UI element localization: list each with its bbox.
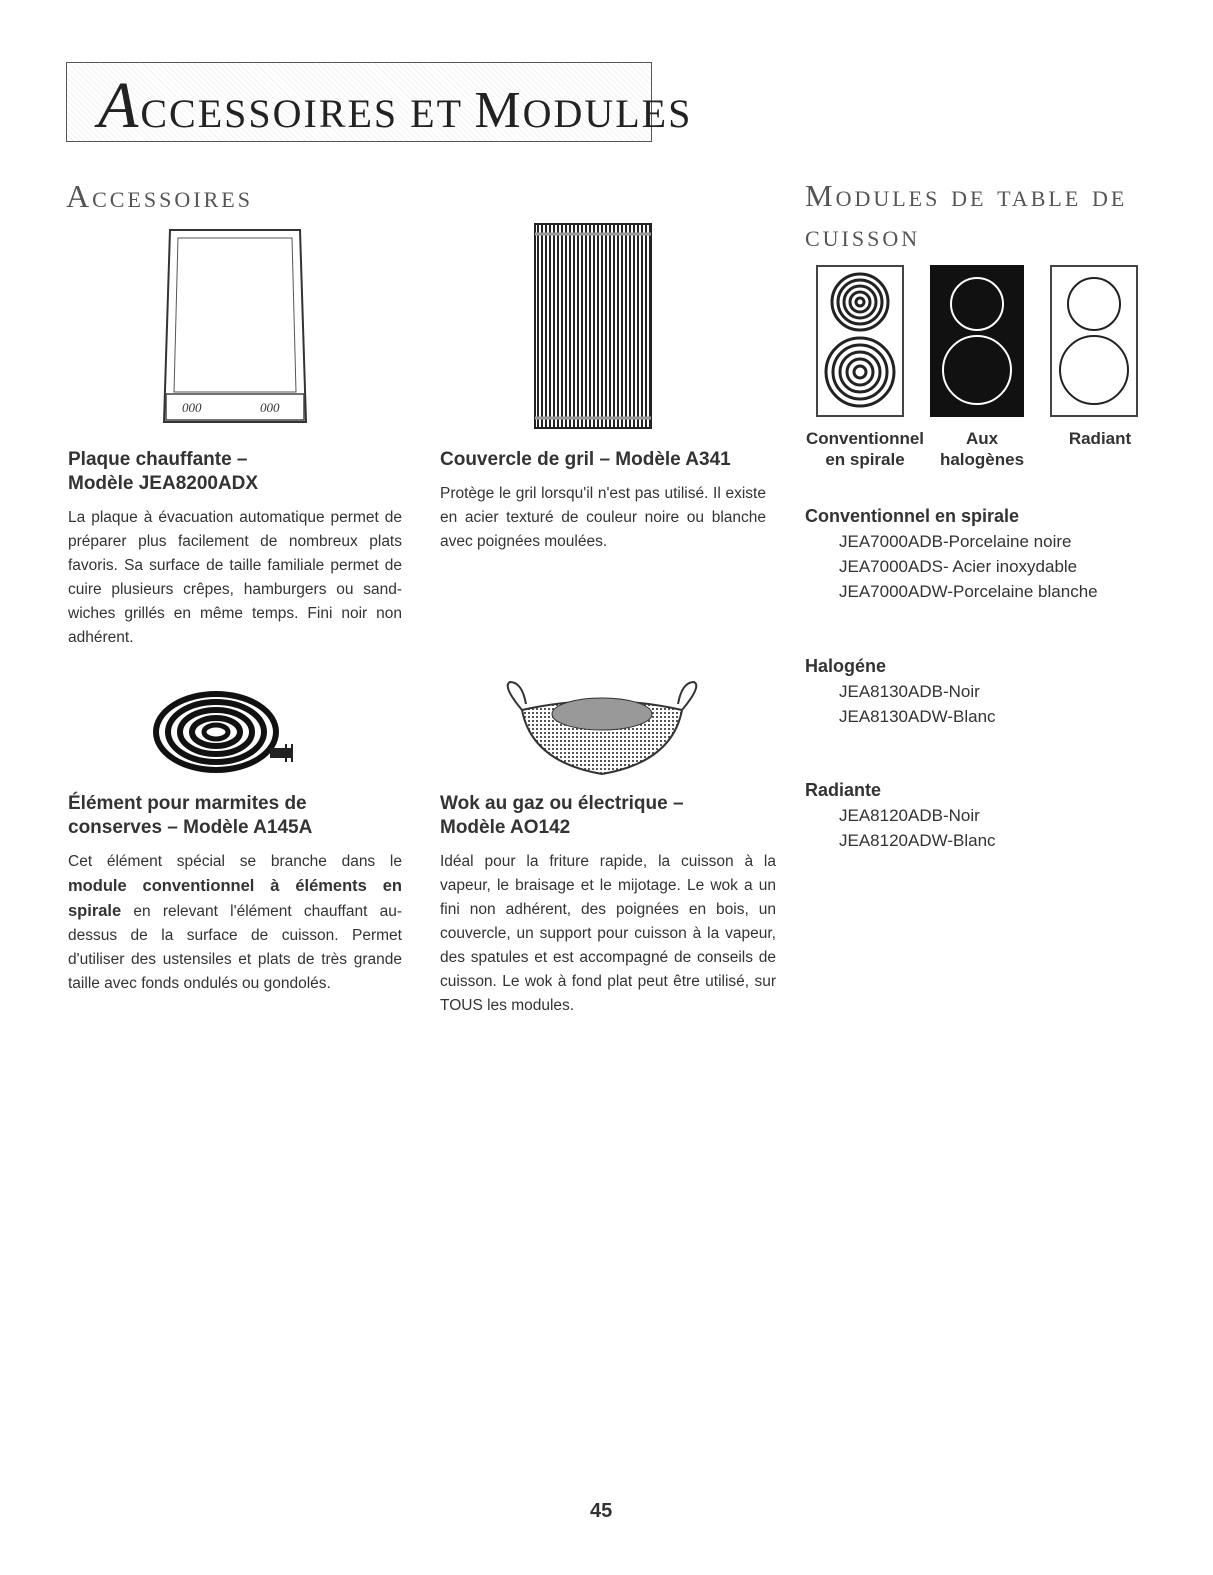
grill-cover-description: Protège le gril lorsqu'il n'est pas utilisé. Il existe en acier texturé de couleur noire ou blanche avec poignées moulées. xyxy=(440,485,766,550)
canning-element-description: Cet élément spécial se branche dans le module conventionnel à éléments en spirale en relevant l'élément chauffant au-dessus de la surface de cuisson. Permet d'utiliser des ustensiles et plats de très grande taille avec fonds ondulés ou gondolés. xyxy=(68,853,402,992)
module-group-halogen xyxy=(805,656,1165,729)
module-item: JEA8120ADW-Blanc xyxy=(839,831,996,850)
module-group-coil xyxy=(805,506,1165,604)
cooktop-caption-radiant: Radiant xyxy=(1068,429,1132,448)
grill-cover-illustration xyxy=(533,222,653,430)
module-item-list xyxy=(805,803,1165,853)
page-number: 45 xyxy=(590,1500,613,1522)
module-item: JEA7000ADW-Porcelaine blanche xyxy=(839,582,1098,601)
module-item: JEA8130ADB-Noir xyxy=(839,682,980,701)
svg-text:000: 000 xyxy=(182,400,202,415)
module-item: JEA7000ADB-Porcelaine noire xyxy=(839,532,1072,551)
cooktop-modules-illustration xyxy=(813,262,1143,422)
grill-cover-caption: Couvercle de gril – Modèle A341 xyxy=(440,449,731,470)
svg-text:000: 000 xyxy=(260,400,280,415)
griddle-illustration xyxy=(160,222,310,430)
module-item-list xyxy=(805,679,1165,729)
module-group-label: Halogéne xyxy=(805,656,887,676)
module-group-label: Conventionnel en spirale xyxy=(805,506,1020,526)
modules-heading-line2: cuisson xyxy=(805,218,921,253)
modules-heading-line1: Modules de table de xyxy=(805,178,1128,213)
module-group-radiant xyxy=(805,780,1165,853)
canning-element-illustration xyxy=(150,690,300,780)
module-item: JEA7000ADS- Acier inoxydable xyxy=(839,557,1078,576)
wok-illustration xyxy=(492,676,712,780)
accessories-heading: Accessoires xyxy=(66,178,253,214)
griddle-description: La plaque à évacuation automatique permet de préparer plus facilement de nombreux plats favoris. Sa surface de taille familiale permet de cuire plusieurs crêpes, hamburgers ou sand-wiches grillés en même temps. Fini noir non adhérent. xyxy=(68,509,402,646)
page-title: ACCESSOIRES ET MODULES xyxy=(98,69,693,142)
canning-element-caption: Élément pour marmites de conserves – Modèle A145A xyxy=(68,793,313,838)
module-group-label: Radiante xyxy=(805,780,882,800)
module-item-list xyxy=(805,529,1165,604)
module-item: JEA8120ADB-Noir xyxy=(839,806,980,825)
griddle-caption: Plaque chauffante – Modèle JEA8200ADX xyxy=(68,449,259,494)
module-item: JEA8130ADW-Blanc xyxy=(839,707,996,726)
wok-caption: Wok au gaz ou électrique – Modèle AO142 xyxy=(440,793,684,838)
cooktop-caption-coil: Conventionnel en spirale xyxy=(805,429,925,469)
cooktop-caption-halogen: Aux halogènes xyxy=(939,429,1025,469)
wok-description: Idéal pour la friture rapide, la cuisson à la vapeur, le braisage et le mijotage. Le wok a un fini non adhérent, des poignées en bois, un couvercle, un support pour cuisson à la vapeur, des spatules et est accompagné de conseils de cuisson. Le wok à fond plat peut être utilisé, sur TOUS les modules. xyxy=(440,853,776,1014)
